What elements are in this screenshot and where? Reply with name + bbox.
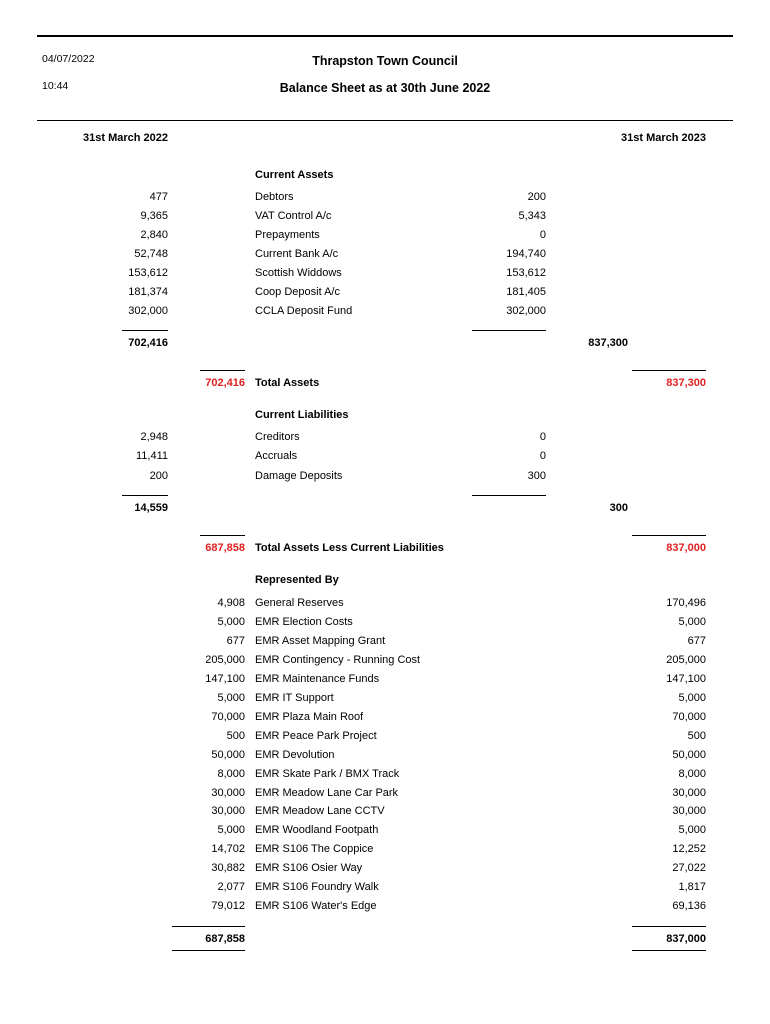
row-prior-value: 2,840	[140, 229, 168, 241]
row-current-value: 0	[539, 229, 546, 241]
row-current-value: 27,022	[672, 862, 706, 875]
row-current-value: 147,100	[666, 672, 706, 685]
row-current-value: 300	[527, 469, 546, 482]
row-prior-value: 500	[226, 729, 245, 742]
row-prior-value: 11,411	[135, 450, 168, 463]
row-label: Current Bank A/c	[255, 248, 339, 260]
row-current-value: 194,740	[506, 248, 546, 260]
row-prior-value: 302,000	[128, 305, 168, 317]
row-label: EMR S106 Foundry Walk	[255, 881, 379, 894]
row-label: Debtors	[255, 191, 294, 203]
row-current-value: 8,000	[678, 767, 706, 780]
row-label: CCLA Deposit Fund	[255, 305, 353, 317]
double-underline	[172, 950, 245, 951]
report-title: Balance Sheet as at 30th June 2022	[279, 81, 491, 95]
represented-by-total-prior: 687,858	[205, 933, 245, 945]
row-current-value: 0	[539, 450, 546, 463]
row-prior-value: 147,100	[205, 672, 245, 685]
row-label: VAT Control A/c	[255, 210, 332, 222]
row-prior-value: 30,000	[211, 786, 245, 799]
row-prior-value: 2,948	[140, 431, 168, 443]
row-current-value: 12,252	[672, 843, 706, 856]
row-current-value: 0	[539, 431, 546, 443]
underline	[122, 330, 168, 331]
row-prior-value: 30,000	[211, 805, 245, 818]
row-label: EMR Election Costs	[255, 615, 353, 628]
row-current-value: 30,000	[672, 786, 706, 799]
current-assets-heading: Current Assets	[255, 169, 334, 181]
row-current-value: 5,000	[678, 691, 706, 704]
row-prior-value: 181,374	[128, 286, 168, 298]
represented-by-total-current: 837,000	[666, 933, 706, 945]
header-rule	[37, 120, 733, 121]
row-label: Scottish Widdows	[255, 267, 342, 279]
row-prior-value: 30,882	[211, 862, 245, 875]
current-assets-subtotal-prior: 702,416	[128, 337, 168, 349]
row-label: Accruals	[255, 450, 298, 463]
net-assets-current: 837,000	[666, 542, 706, 554]
row-prior-value: 14,702	[211, 843, 245, 856]
row-label: EMR Woodland Footpath	[255, 824, 379, 837]
row-label: EMR IT Support	[255, 691, 334, 704]
col-header-right: 31st March 2023	[621, 132, 706, 144]
row-label: Coop Deposit A/c	[255, 286, 340, 298]
represented-by-heading: Represented By	[255, 574, 339, 586]
row-prior-value: 2,077	[217, 881, 245, 894]
row-current-value: 205,000	[666, 653, 706, 666]
row-current-value: 1,817	[678, 881, 706, 894]
underline	[632, 370, 706, 371]
total-assets-prior: 702,416	[205, 377, 245, 389]
row-current-value: 5,000	[678, 824, 706, 837]
row-label: EMR Skate Park / BMX Track	[255, 767, 400, 780]
row-current-value: 302,000	[506, 305, 546, 317]
row-label: General Reserves	[255, 597, 344, 609]
row-prior-value: 677	[226, 634, 245, 647]
total-assets-label: Total Assets	[255, 377, 320, 389]
row-prior-value: 5,000	[217, 824, 245, 837]
current-liabilities-heading: Current Liabilities	[255, 409, 349, 421]
row-current-value: 5,343	[518, 210, 546, 222]
row-label: EMR Contingency - Running Cost	[255, 653, 421, 666]
row-label: EMR Peace Park Project	[255, 729, 377, 742]
underline	[122, 495, 168, 496]
row-label: EMR Asset Mapping Grant	[255, 634, 386, 647]
row-current-value: 677	[687, 634, 706, 647]
row-prior-value: 70,000	[211, 710, 245, 723]
row-current-value: 200	[527, 191, 546, 203]
row-label: Prepayments	[255, 229, 320, 241]
underline	[472, 495, 546, 496]
row-label: EMR Meadow Lane CCTV	[255, 805, 385, 818]
row-prior-value: 52,748	[134, 248, 168, 260]
row-label: Creditors	[255, 431, 300, 443]
row-prior-value: 8,000	[217, 767, 245, 780]
row-label: EMR S106 Water's Edge	[255, 900, 377, 913]
total-assets-current: 837,300	[666, 377, 706, 389]
org-name: Thrapston Town Council	[312, 54, 458, 68]
underline	[632, 926, 706, 927]
row-current-value: 30,000	[672, 805, 706, 818]
row-prior-value: 9,365	[140, 210, 168, 222]
row-prior-value: 5,000	[217, 615, 245, 628]
row-label: EMR Plaza Main Roof	[255, 710, 364, 723]
row-label: EMR Devolution	[255, 748, 335, 761]
current-liabilities-subtotal-current: 300	[609, 502, 628, 514]
row-current-value: 5,000	[678, 615, 706, 628]
row-prior-value: 477	[149, 191, 168, 203]
underline	[200, 535, 245, 536]
underline	[632, 535, 706, 536]
row-current-value: 69,136	[672, 900, 706, 913]
row-prior-value: 4,908	[217, 597, 245, 609]
net-assets-prior: 687,858	[205, 542, 245, 554]
row-label: EMR Maintenance Funds	[255, 672, 380, 685]
row-label: EMR Meadow Lane Car Park	[255, 786, 399, 799]
underline	[172, 926, 245, 927]
row-prior-value: 200	[149, 469, 168, 482]
row-current-value: 50,000	[672, 748, 706, 761]
row-label: Damage Deposits	[255, 469, 343, 482]
row-current-value: 500	[687, 729, 706, 742]
row-label: EMR S106 Osier Way	[255, 862, 363, 875]
row-prior-value: 205,000	[205, 653, 245, 666]
row-current-value: 170,496	[666, 597, 706, 609]
row-prior-value: 153,612	[128, 267, 168, 279]
row-label: EMR S106 The Coppice	[255, 843, 374, 856]
row-prior-value: 79,012	[211, 900, 245, 913]
underline	[200, 370, 245, 371]
current-liabilities-subtotal-prior: 14,559	[134, 502, 168, 514]
top-rule	[37, 35, 733, 37]
row-prior-value: 50,000	[211, 748, 245, 761]
print-date: 04/07/2022	[42, 53, 95, 65]
current-assets-subtotal-current: 837,300	[588, 337, 628, 349]
row-current-value: 70,000	[672, 710, 706, 723]
row-prior-value: 5,000	[217, 691, 245, 704]
underline	[472, 330, 546, 331]
col-header-left: 31st March 2022	[83, 132, 168, 144]
print-time: 10:44	[42, 80, 69, 92]
net-assets-label: Total Assets Less Current Liabilities	[255, 542, 444, 554]
row-current-value: 153,612	[506, 267, 546, 279]
double-underline	[632, 950, 706, 951]
row-current-value: 181,405	[506, 286, 546, 298]
